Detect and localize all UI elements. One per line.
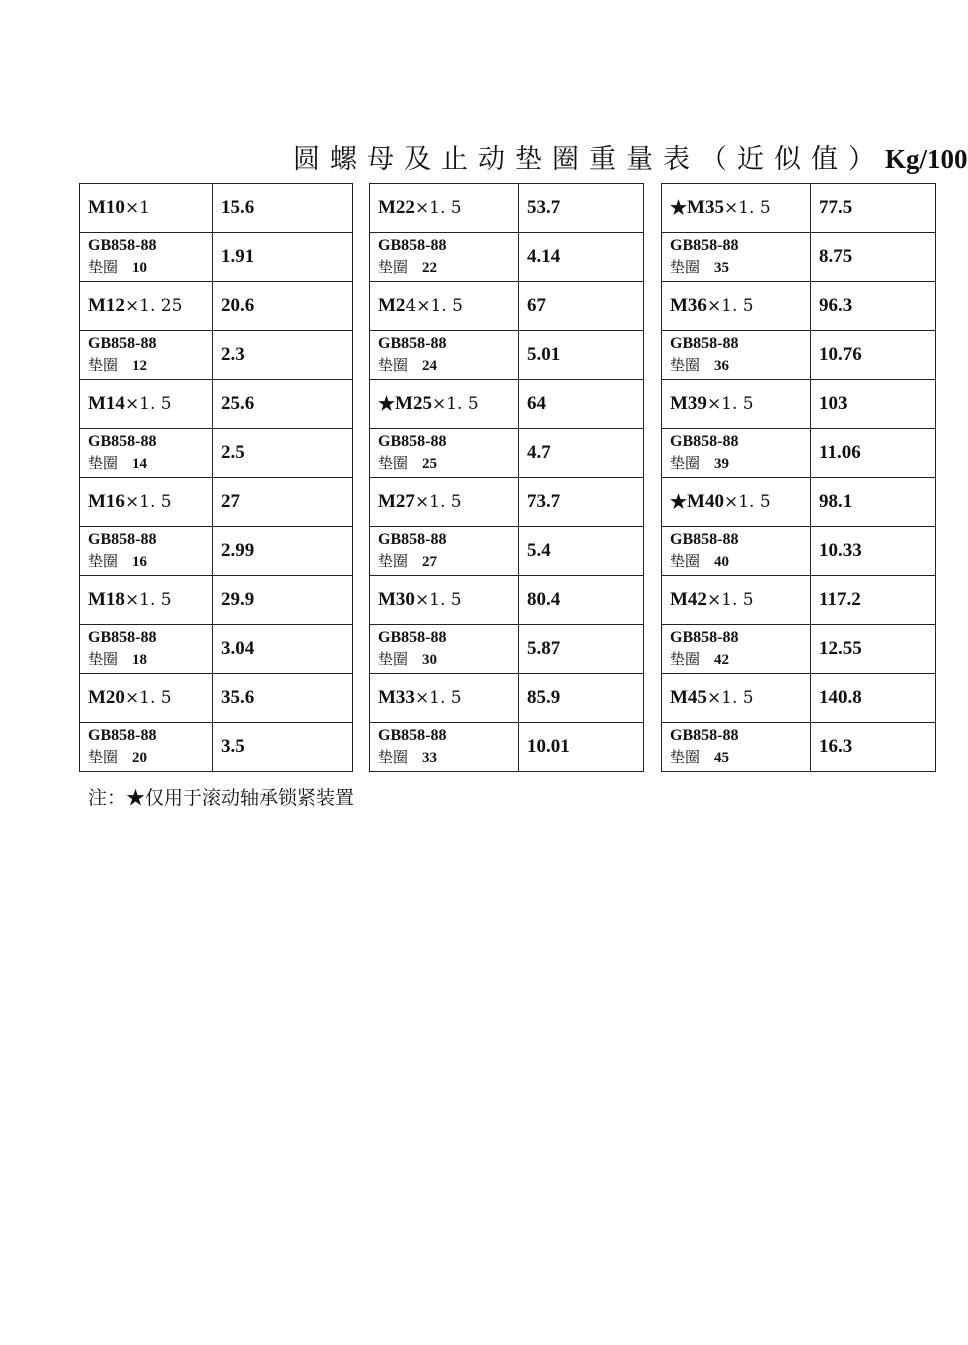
weight-value: 15.6: [221, 197, 255, 218]
washer-cell: [80, 723, 212, 771]
weight-value: 10.33: [819, 540, 862, 561]
washer-label-line: [378, 355, 437, 377]
washer-number: 33: [422, 750, 438, 766]
nut-size: M39: [670, 393, 707, 414]
nut-size-cell: [370, 282, 518, 330]
title-text: 圆螺母及止动垫圈重量表（近似值）: [293, 144, 885, 174]
nut-size: M36: [670, 295, 707, 316]
washer-number: 10: [132, 260, 148, 276]
washer-standard: GB858-88: [378, 727, 447, 744]
washer-cell: [370, 625, 518, 673]
washer-cell: [80, 233, 212, 281]
thread-pitch: ×1. 5: [723, 492, 771, 512]
washer-label: 垫圈: [378, 358, 409, 374]
thread-pitch: ×1. 5: [414, 492, 462, 512]
nut-size: M18: [88, 589, 125, 610]
title-unit: Kg/100: [885, 144, 968, 174]
nut-size-cell: [662, 674, 810, 722]
washer-label-line: [670, 551, 729, 573]
washer-label-line: [378, 649, 437, 671]
nut-size: M35: [687, 197, 724, 218]
weight-value: 10.76: [819, 344, 862, 365]
washer-cell: [370, 527, 518, 575]
nut-size-cell: [370, 478, 518, 526]
weight-value: 3.5: [221, 736, 245, 757]
washer-standard: GB858-88: [88, 727, 157, 744]
washer-cell: [370, 331, 518, 379]
washer-label: 垫圈: [378, 554, 409, 570]
washer-cell: [80, 429, 212, 477]
nut-size: M27: [378, 491, 415, 512]
weight-value: 20.6: [221, 295, 255, 316]
star-marker: ★: [378, 393, 396, 415]
washer-standard: GB858-88: [670, 727, 739, 744]
weight-value: 2.99: [221, 540, 255, 561]
weight-value: 10.01: [527, 736, 570, 757]
weight-value: 103: [819, 393, 848, 414]
nut-size-cell: [80, 674, 212, 722]
weight-value: 64: [527, 393, 546, 414]
washer-label-line: [88, 747, 147, 769]
weight-value: 27: [221, 491, 240, 512]
weight-value: 5.4: [527, 540, 551, 561]
washer-label-line: [670, 649, 729, 671]
weight-value: 8.75: [819, 246, 853, 267]
weight-value: 80.4: [527, 589, 561, 610]
washer-standard: GB858-88: [670, 433, 739, 450]
weight-value: 3.04: [221, 638, 255, 659]
washer-standard: GB858-88: [670, 629, 739, 646]
weight-value: 5.87: [527, 638, 561, 659]
washer-cell: [662, 233, 810, 281]
washer-cell: [662, 331, 810, 379]
weight-value: 25.6: [221, 393, 255, 414]
weight-value: 5.01: [527, 344, 561, 365]
washer-number: 14: [132, 456, 148, 472]
washer-standard: GB858-88: [670, 335, 739, 352]
washer-label: 垫圈: [378, 652, 409, 668]
washer-label: 垫圈: [378, 260, 409, 276]
nut-size-cell: [662, 576, 810, 624]
washer-label-line: [88, 257, 147, 279]
washer-cell: [662, 723, 810, 771]
thread-pitch: ×1. 5: [706, 394, 754, 414]
nut-size-cell: [662, 282, 810, 330]
washer-number: 22: [422, 260, 438, 276]
washer-label: 垫圈: [670, 358, 701, 374]
nut-size: M42: [670, 589, 707, 610]
washer-standard: GB858-88: [88, 433, 157, 450]
weight-value: 29.9: [221, 589, 255, 610]
thread-pitch: ×1. 5: [414, 198, 462, 218]
washer-standard: GB858-88: [378, 433, 447, 450]
washer-cell: [662, 625, 810, 673]
table-rule: [935, 183, 936, 772]
washer-cell: [80, 625, 212, 673]
washer-cell: [662, 429, 810, 477]
washer-label-line: [670, 355, 729, 377]
thread-pitch: ×1. 5: [414, 590, 462, 610]
weight-value: 4.14: [527, 246, 561, 267]
washer-label: 垫圈: [378, 456, 409, 472]
washer-label-line: [88, 649, 147, 671]
washer-number: 40: [714, 554, 730, 570]
nut-size: M16: [88, 491, 125, 512]
thread-pitch: ×1. 5: [124, 394, 172, 414]
thread-pitch: ×1: [124, 198, 150, 218]
thread-pitch: 4×1. 5: [405, 296, 463, 316]
table-rule: [79, 771, 353, 772]
washer-label: 垫圈: [670, 652, 701, 668]
nut-size: M30: [378, 589, 415, 610]
nut-size-cell: [80, 380, 212, 428]
washer-label-line: [88, 453, 147, 475]
star-marker: ★: [670, 197, 688, 219]
washer-label-line: [378, 257, 437, 279]
washer-label: 垫圈: [88, 358, 119, 374]
washer-cell: [370, 723, 518, 771]
washer-standard: GB858-88: [378, 335, 447, 352]
weight-value: 85.9: [527, 687, 561, 708]
washer-standard: GB858-88: [88, 237, 157, 254]
washer-standard: GB858-88: [378, 531, 447, 548]
nut-size: M2: [378, 295, 406, 316]
table-rule: [352, 183, 353, 772]
washer-standard: GB858-88: [88, 531, 157, 548]
washer-cell: [80, 331, 212, 379]
nut-size: M33: [378, 687, 415, 708]
weight-value: 53.7: [527, 197, 561, 218]
washer-number: 12: [132, 358, 148, 374]
weight-value: 1.91: [221, 246, 255, 267]
washer-label: 垫圈: [670, 456, 701, 472]
washer-label: 垫圈: [88, 554, 119, 570]
washer-label-line: [670, 747, 729, 769]
nut-size: M22: [378, 197, 415, 218]
nut-size-cell: [370, 576, 518, 624]
washer-number: 45: [714, 750, 730, 766]
thread-pitch: ×1. 5: [414, 688, 462, 708]
table-rule: [369, 771, 644, 772]
weight-value: 2.3: [221, 344, 245, 365]
weight-value: 96.3: [819, 295, 853, 316]
nut-size-cell: [662, 478, 810, 526]
nut-size: M25: [395, 393, 432, 414]
washer-standard: GB858-88: [88, 629, 157, 646]
washer-number: 39: [714, 456, 730, 472]
nut-size-cell: [370, 184, 518, 232]
nut-size: M40: [687, 491, 724, 512]
washer-label: 垫圈: [378, 750, 409, 766]
washer-label-line: [378, 747, 437, 769]
weight-value: 35.6: [221, 687, 255, 708]
washer-label: 垫圈: [670, 554, 701, 570]
washer-standard: GB858-88: [378, 237, 447, 254]
nut-size: M10: [88, 197, 125, 218]
nut-size-cell: [80, 184, 212, 232]
washer-label-line: [670, 453, 729, 475]
washer-cell: [80, 527, 212, 575]
nut-size-cell: [80, 478, 212, 526]
nut-size-cell: [80, 576, 212, 624]
thread-pitch: ×1. 5: [706, 688, 754, 708]
table-rule: [661, 771, 936, 772]
thread-pitch: ×1. 5: [124, 688, 172, 708]
washer-label: 垫圈: [88, 260, 119, 276]
weight-value: 140.8: [819, 687, 862, 708]
washer-number: 20: [132, 750, 148, 766]
washer-number: 35: [714, 260, 730, 276]
washer-number: 27: [422, 554, 438, 570]
weight-value: 67: [527, 295, 546, 316]
washer-number: 42: [714, 652, 730, 668]
washer-number: 18: [132, 652, 148, 668]
nut-size: M14: [88, 393, 125, 414]
washer-number: 25: [422, 456, 438, 472]
weight-value: 98.1: [819, 491, 853, 512]
washer-standard: GB858-88: [670, 531, 739, 548]
table-rule: [643, 183, 644, 772]
footnote: 注：★仅用于滚动轴承锁紧装置: [88, 788, 355, 809]
nut-size-cell: [80, 282, 212, 330]
star-marker: ★: [670, 491, 688, 513]
washer-number: 30: [422, 652, 438, 668]
thread-pitch: ×1. 25: [124, 296, 183, 316]
washer-label-line: [88, 551, 147, 573]
nut-size-cell: [370, 380, 518, 428]
weight-value: 11.06: [819, 442, 861, 463]
weight-value: 2.5: [221, 442, 245, 463]
washer-label-line: [88, 355, 147, 377]
nut-size-cell: [370, 674, 518, 722]
washer-number: 36: [714, 358, 730, 374]
weight-value: 16.3: [819, 736, 853, 757]
washer-number: 16: [132, 554, 148, 570]
washer-label-line: [670, 257, 729, 279]
washer-cell: [370, 233, 518, 281]
thread-pitch: ×1. 5: [723, 198, 771, 218]
washer-label: 垫圈: [670, 260, 701, 276]
washer-label: 垫圈: [670, 750, 701, 766]
washer-standard: GB858-88: [88, 335, 157, 352]
washer-label: 垫圈: [88, 456, 119, 472]
washer-cell: [370, 429, 518, 477]
weight-value: 12.55: [819, 638, 862, 659]
thread-pitch: ×1. 5: [124, 492, 172, 512]
washer-number: 24: [422, 358, 438, 374]
weight-value: 117.2: [819, 589, 861, 610]
nut-size: M20: [88, 687, 125, 708]
weight-value: 4.7: [527, 442, 551, 463]
washer-label: 垫圈: [88, 652, 119, 668]
washer-standard: GB858-88: [670, 237, 739, 254]
thread-pitch: ×1. 5: [706, 590, 754, 610]
nut-size: M45: [670, 687, 707, 708]
thread-pitch: ×1. 5: [706, 296, 754, 316]
thread-pitch: ×1. 5: [431, 394, 479, 414]
weight-value: 73.7: [527, 491, 561, 512]
thread-pitch: ×1. 5: [124, 590, 172, 610]
nut-size: M12: [88, 295, 125, 316]
washer-standard: GB858-88: [378, 629, 447, 646]
nut-size-cell: [662, 380, 810, 428]
washer-cell: [662, 527, 810, 575]
washer-label-line: [378, 453, 437, 475]
washer-label-line: [378, 551, 437, 573]
nut-size-cell: [662, 184, 810, 232]
weight-value: 77.5: [819, 197, 853, 218]
washer-label: 垫圈: [88, 750, 119, 766]
